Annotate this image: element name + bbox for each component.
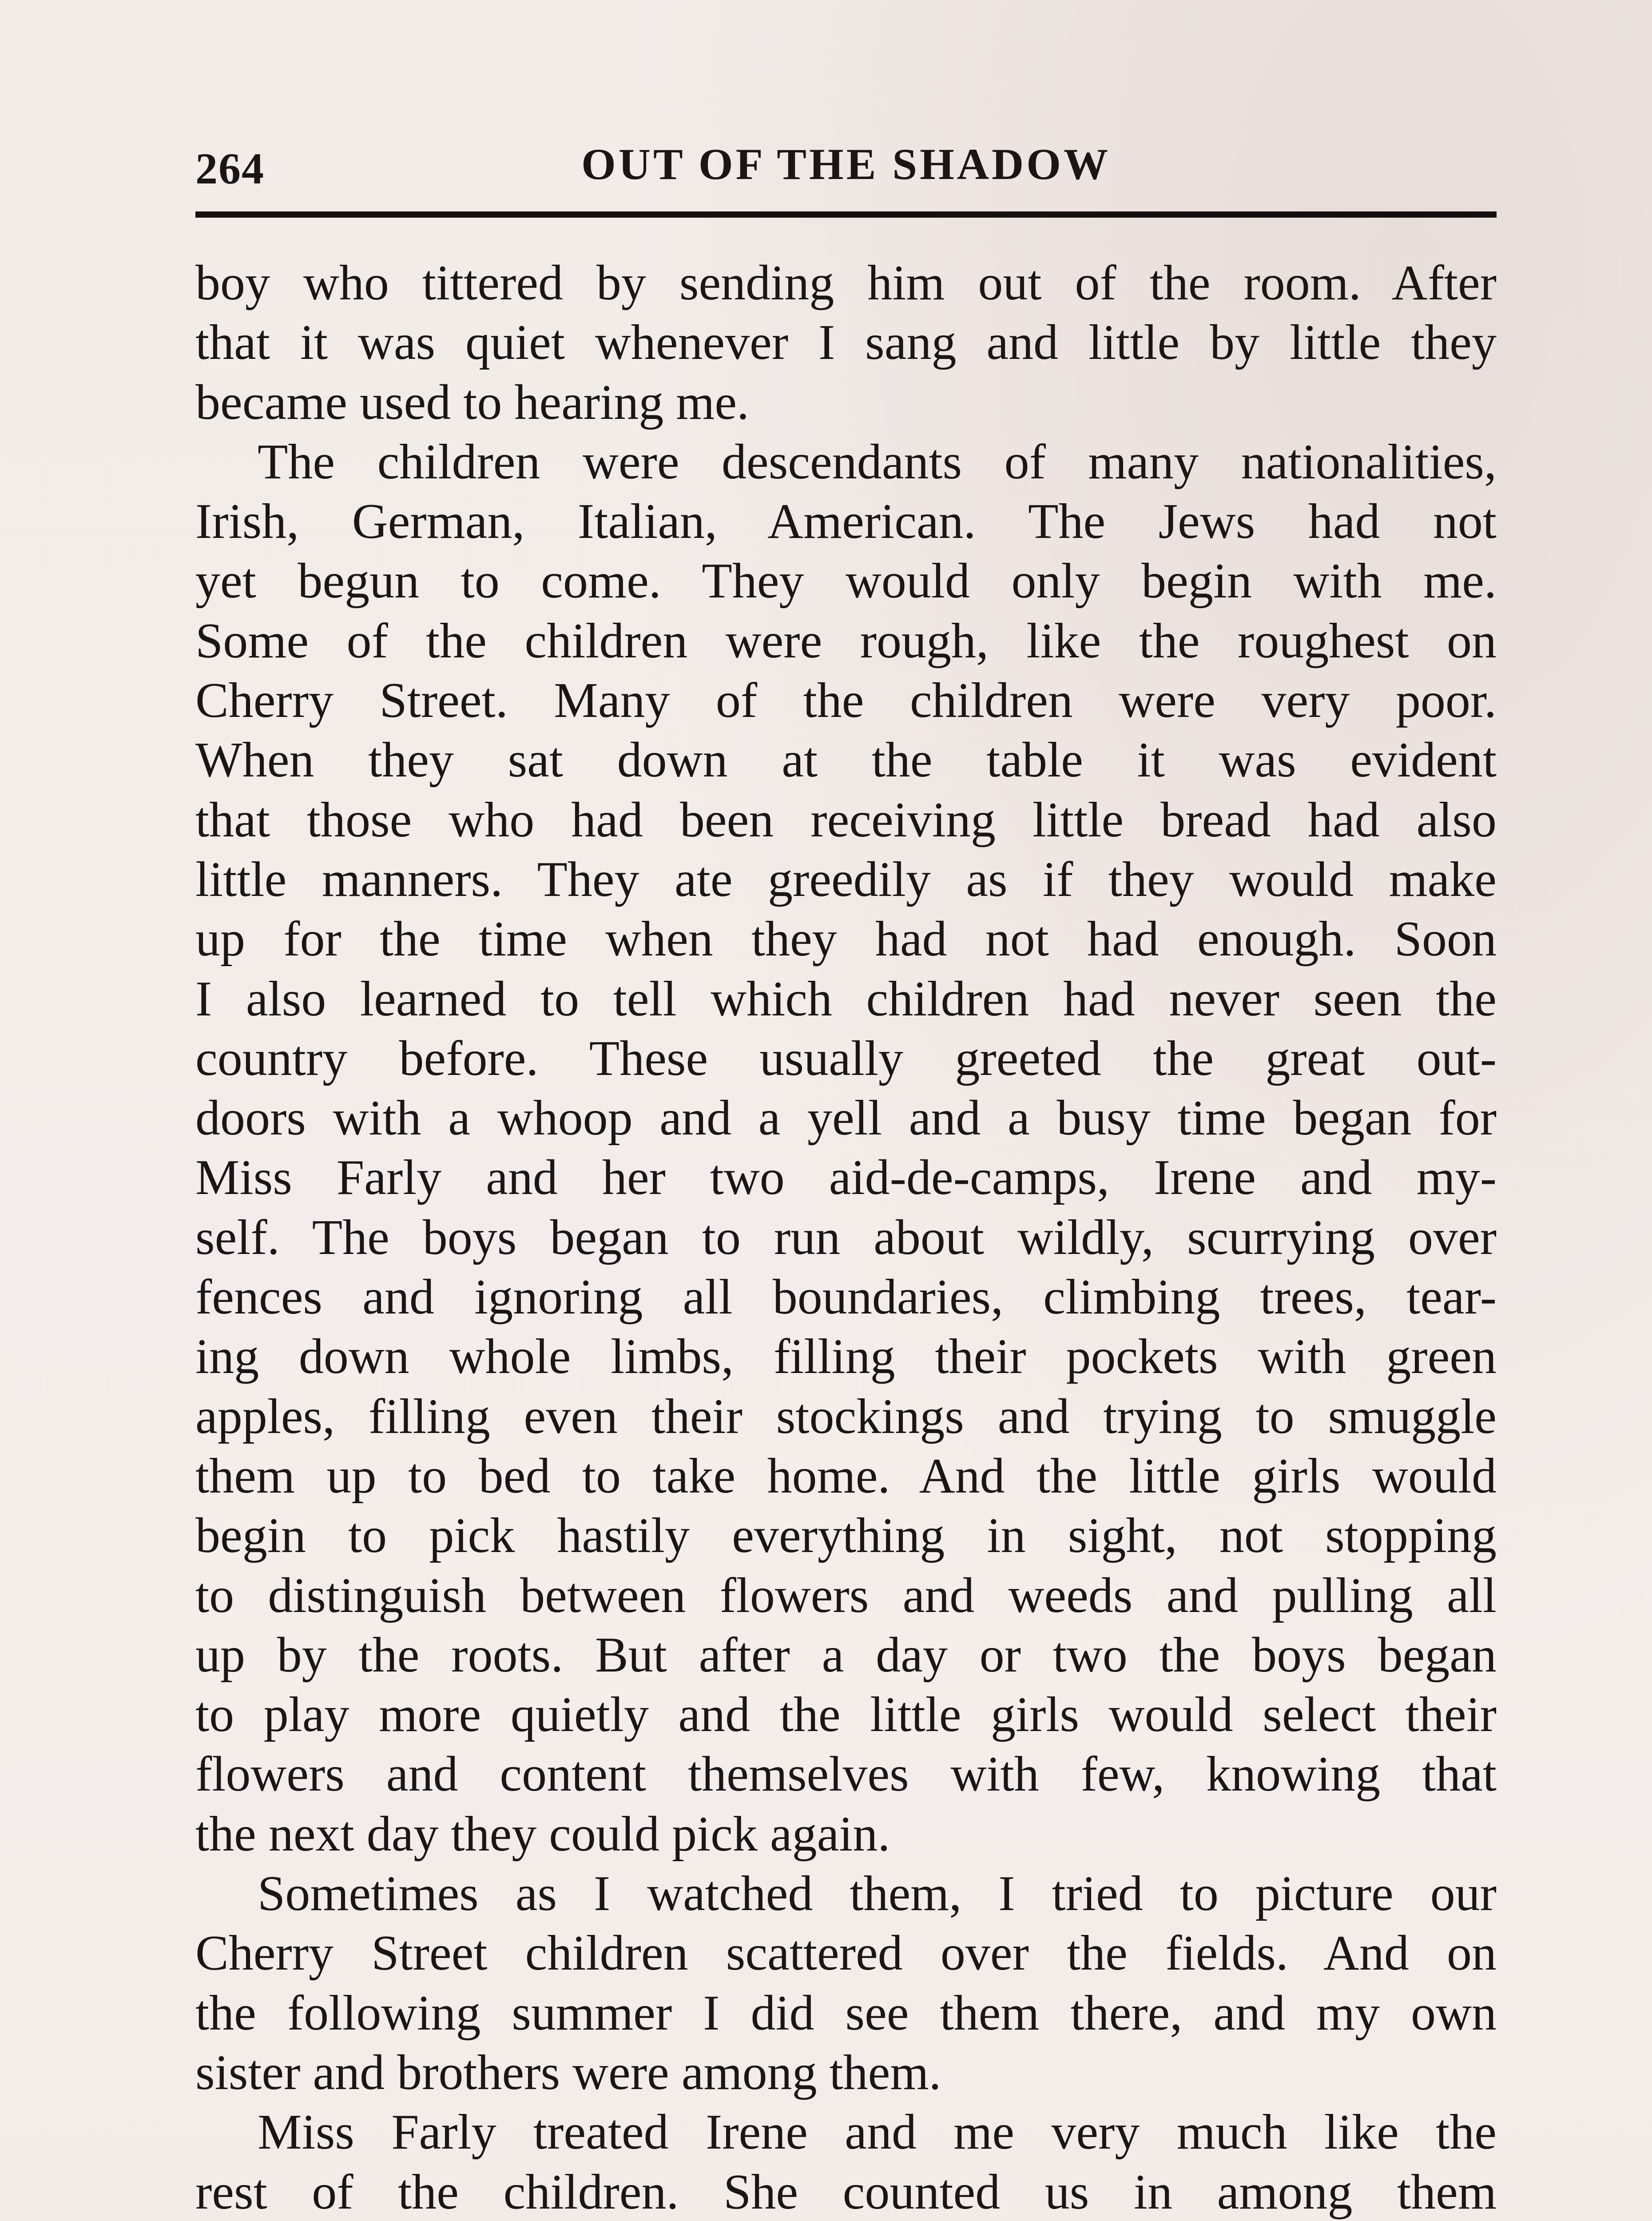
text-line: Cherry Street children scattered over the fields. And on	[195, 1926, 1497, 1981]
text-line: the following summer I did see them there, and my own	[195, 1985, 1497, 2041]
text-line: apples, filling even their stockings and trying to smuggle	[195, 1389, 1497, 1444]
text-line: flowers and content themselves with few, knowing that	[195, 1747, 1497, 1802]
text-line: begin to pick hastily everything in sight, not stopping	[195, 1508, 1497, 1564]
text-line: to play more quietly and the little girls would select their	[195, 1687, 1497, 1743]
text-line: country before. These usually greeted the great out-	[195, 1031, 1497, 1086]
text-line: When they sat down at the table it was evident	[195, 732, 1497, 788]
text-line: became used to hearing me.	[195, 374, 750, 430]
text-line: them up to bed to take home. And the little girls would	[195, 1448, 1497, 1504]
text-line: to distinguish between flowers and weeds and pulling all	[195, 1568, 1497, 1623]
text-line: ing down whole limbs, filling their pockets with green	[195, 1329, 1497, 1385]
text-line: that those who had been receiving little bread had also	[195, 792, 1497, 848]
running-head: OUT OF THE SHADOW	[581, 139, 1111, 189]
text-line: fences and ignoring all boundaries, climbing trees, tear-	[195, 1270, 1497, 1325]
body-text	[195, 253, 1497, 2221]
text-line: up for the time when they had not had enough. Soon	[195, 911, 1497, 967]
page-number: 264	[195, 144, 265, 193]
text-line: up by the roots. But after a day or two the boys began	[195, 1627, 1497, 1683]
text-line: The children were descendants of many nationalities,	[258, 434, 1497, 490]
text-line: Miss Farly treated Irene and me very much like the	[258, 2105, 1497, 2160]
text-line: Sometimes as I watched them, I tried to picture our	[258, 1866, 1497, 1922]
text-line: the next day they could pick again.	[195, 1806, 890, 1862]
text-line: rest of the children. She counted us in among them	[195, 2164, 1497, 2220]
text-line: Miss Farly and her two aid-de-camps, Irene and my-	[195, 1150, 1497, 1206]
text-line: Irish, German, Italian, American. The Jews had not	[195, 494, 1497, 549]
text-line: doors with a whoop and a yell and a busy time began for	[195, 1091, 1497, 1146]
text-line: self. The boys began to run about wildly, scurrying over	[195, 1210, 1497, 1265]
text-line: boy who tittered by sending him out of the room. After	[195, 255, 1497, 310]
text-line: I also learned to tell which children had never seen the	[195, 971, 1497, 1027]
page-header	[195, 133, 1497, 204]
text-line: yet begun to come. They would only begin with me.	[195, 553, 1497, 609]
text-line: that it was quiet whenever I sang and little by little they	[195, 315, 1497, 370]
header-rule	[195, 211, 1497, 218]
text-line: sister and brothers were among them.	[195, 2045, 941, 2100]
text-line: Cherry Street. Many of the children were very poor.	[195, 673, 1497, 728]
text-line: Some of the children were rough, like the roughest on	[195, 613, 1497, 669]
text-line: little manners. They ate greedily as if they would make	[195, 852, 1497, 907]
